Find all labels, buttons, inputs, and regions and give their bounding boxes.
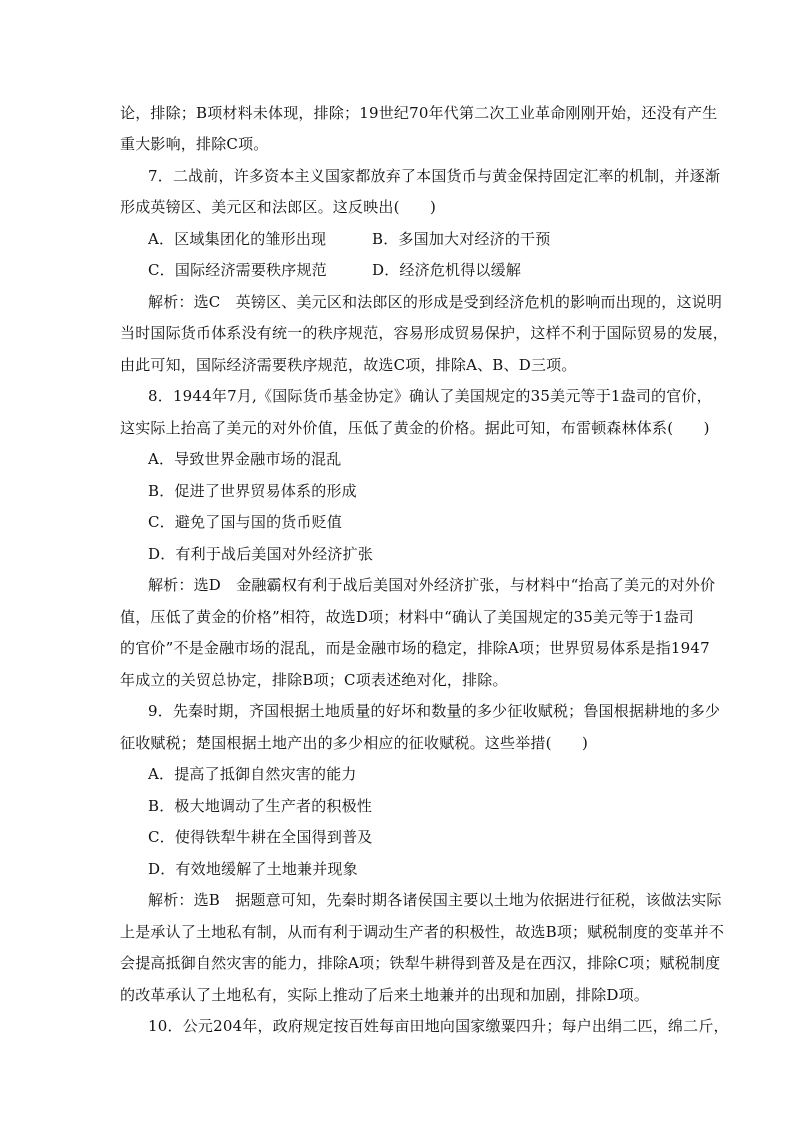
- question-8-option-b: B．促进了世界贸易体系的形成: [148, 482, 357, 500]
- question-9-analysis-line-4: 的改革承认了土地私有，实际上推动了后来土地兼并的出现和加剧，排除D项。: [120, 986, 650, 1004]
- question-9-stem-line-1: 9．先秦时期，齐国根据土地质量的好坏和数量的多少征收赋税；鲁国根据耕地的多少: [148, 702, 721, 720]
- question-8-analysis-line-1: 解析：选D 金融霸权有利于战后美国对外经济扩张，与材料中“抬高了美元的对外价: [148, 576, 716, 594]
- question-7-option-a: A．区域集团化的雏形出现: [148, 230, 327, 248]
- question-7-analysis-line-2: 当时国际货币体系没有统一的秩序规范，容易形成贸易保护，这样不利于国际贸易的发展，: [120, 324, 729, 342]
- question-8-option-c: C．避免了国与国的货币贬值: [148, 513, 343, 531]
- question-9-analysis-line-1: 解析：选B 据题意可知，先秦时期各诸侯国主要以土地为依据进行征税，该做法实际: [148, 891, 722, 909]
- question-8-analysis-line-4: 年成立的关贸总协定，排除B项；C项表述绝对化，排除。: [120, 671, 508, 689]
- question-8-stem-line-2: 这实际上抬高了美元的对外价值，压低了黄金的价格。据此可知，布雷顿森林体系( ): [120, 419, 710, 437]
- text-line-2: 重大影响，排除C项。: [120, 135, 269, 153]
- question-7-analysis-line-3: 由此可知，国际经济需要秩序规范，故选C项，排除A、B、D三项。: [120, 356, 577, 374]
- question-9-analysis-line-3: 会提高抵御自然灾害的能力，排除A项；铁犁牛耕得到普及是在西汉，排除C项；赋税制度: [120, 954, 721, 972]
- question-9-option-b: B．极大地调动了生产者的积极性: [148, 797, 373, 815]
- question-8-analysis-line-2: 值，压低了黄金的价格”相符，故选D项；材料中“确认了美国规定的35美元等于1盎司: [120, 608, 694, 626]
- question-8-stem-line-1: 8．1944年7月,《国际货币基金协定》确认了美国规定的35美元等于1盎司的官价，: [148, 387, 712, 405]
- question-10-stem-line-1: 10．公元204年，政府规定按百姓每亩田地向国家缴粟四升；每户出绢二匹，绵二斤，: [148, 1017, 729, 1035]
- question-9-option-c: C．使得铁犁牛耕在全国得到普及: [148, 828, 373, 846]
- question-9-analysis-line-2: 上是承认了土地私有制，从而有利于调动生产者的积极性，故选B项；赋税制度的变革并不: [120, 923, 725, 941]
- question-7-analysis-line-1: 解析：选C 英镑区、美元区和法郎区的形成是受到经济危机的影响而出现的，这说明: [148, 293, 723, 311]
- question-7-option-c: C．国际经济需要秩序规范: [148, 261, 327, 279]
- question-7-option-b: B．多国加大对经济的干预: [372, 230, 551, 248]
- question-9-stem-line-2: 征收赋税；楚国根据土地产出的多少相应的征收赋税。这些举措( ): [120, 734, 589, 752]
- question-8-analysis-line-3: 的官价”不是金融市场的混乱，而是金融市场的稳定，排除A项；世界贸易体系是指1947: [120, 639, 710, 657]
- question-8-option-a: A．导致世界金融市场的混乱: [148, 450, 342, 468]
- question-8-option-d: D．有利于战后美国对外经济扩张: [148, 545, 374, 563]
- question-9-option-a: A．提高了抵御自然灾害的能力: [148, 765, 357, 783]
- text-line-1: 论，排除；B项材料未体现，排除；19世纪70年代第二次工业革命刚刚开始，还没有产生: [120, 104, 718, 122]
- question-7-option-d: D．经济危机得以缓解: [372, 261, 522, 279]
- question-7-stem-line-1: 7．二战前，许多资本主义国家都放弃了本国货币与黄金保持固定汇率的机制，并逐渐: [148, 167, 721, 185]
- question-7-stem-line-2: 形成英镑区、美元区和法郎区。这反映出( ): [120, 198, 437, 216]
- question-9-option-d: D．有效地缓解了土地兼并现象: [148, 860, 358, 878]
